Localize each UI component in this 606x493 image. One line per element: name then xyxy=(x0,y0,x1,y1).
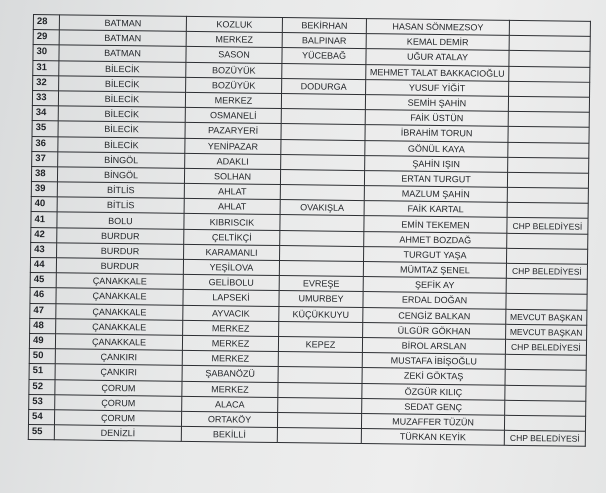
province-cell: BİLECİK xyxy=(58,106,185,123)
town-cell xyxy=(278,397,362,413)
district-cell: OSMANELİ xyxy=(185,107,281,123)
note-cell xyxy=(506,248,587,264)
district-cell: MERKEZ xyxy=(183,320,279,336)
province-cell: DENİZLİ xyxy=(54,425,181,442)
province-cell: BURDUR xyxy=(57,227,184,244)
note-cell xyxy=(504,415,585,431)
district-cell: KIBRISCIK xyxy=(184,214,280,230)
candidate-name-cell: ÜLGÜR GÖKHAN xyxy=(363,322,506,339)
candidate-name-cell: SEMİH ŞAHİN xyxy=(365,95,508,112)
town-cell xyxy=(277,412,361,428)
row-number-cell: 44 xyxy=(30,257,56,273)
row-number-cell: 28 xyxy=(33,15,59,31)
town-cell: DODURGA xyxy=(282,78,366,94)
province-cell: ÇORUM xyxy=(55,379,182,396)
district-cell: GELİBOLU xyxy=(183,275,279,291)
note-cell xyxy=(507,187,588,203)
note-cell xyxy=(507,172,588,188)
candidate-name-cell: SEDAT GENÇ xyxy=(362,398,505,415)
candidate-name-cell: İBRAHİM TORUN xyxy=(365,125,508,142)
candidate-name-cell: ERTAN TURGUT xyxy=(364,170,507,187)
province-cell: ÇANKIRI xyxy=(55,349,182,366)
candidate-name-cell: TURGUT YAŞA xyxy=(364,246,507,263)
note-cell: MEVCUT BAŞKAN xyxy=(506,324,587,340)
row-number-cell: 34 xyxy=(32,106,58,122)
note-cell xyxy=(508,142,589,158)
district-cell: ALACA xyxy=(182,396,278,412)
town-cell: BEKİRHAN xyxy=(282,18,366,34)
row-number-cell: 54 xyxy=(28,409,54,425)
candidate-name-cell: MEHMET TALAT BAKKACIOĞLU xyxy=(366,64,509,81)
town-cell: UMURBEY xyxy=(279,291,363,307)
province-cell: BİLECİK xyxy=(58,136,185,153)
row-number-cell: 29 xyxy=(33,30,59,46)
candidate-name-cell: BİROL ARSLAN xyxy=(362,337,505,354)
row-number-cell: 47 xyxy=(30,303,56,319)
province-cell: BİLECİK xyxy=(58,121,185,138)
candidate-name-cell: MÜMTAZ ŞENEL xyxy=(363,262,506,279)
row-number-cell: 52 xyxy=(29,379,55,395)
row-number-cell: 55 xyxy=(28,425,54,441)
town-cell xyxy=(278,352,362,368)
province-cell: BOLU xyxy=(57,212,184,229)
town-cell xyxy=(278,367,362,383)
candidate-name-cell: KEMAL DEMİR xyxy=(366,34,509,51)
candidate-table xyxy=(28,14,591,447)
province-cell: ÇANAKKALE xyxy=(56,319,183,336)
note-cell xyxy=(507,203,588,219)
district-cell: PAZARYERİ xyxy=(185,123,281,139)
province-cell: ÇANAKKALE xyxy=(56,288,183,305)
row-number-cell: 35 xyxy=(32,121,58,137)
row-number-cell: 40 xyxy=(31,197,57,213)
town-cell xyxy=(280,215,364,231)
province-cell: BİLECİK xyxy=(59,60,186,77)
note-cell xyxy=(507,233,588,249)
province-cell: ÇORUM xyxy=(54,410,181,427)
district-cell: MERKEZ xyxy=(182,350,278,366)
province-cell: BURDUR xyxy=(57,243,184,260)
province-cell: BATMAN xyxy=(59,30,186,47)
district-cell: BOZÜYÜK xyxy=(186,77,282,93)
row-number-cell: 33 xyxy=(32,90,58,106)
note-cell xyxy=(509,66,590,82)
district-cell: SOLHAN xyxy=(184,168,280,184)
note-cell xyxy=(506,294,587,310)
row-number-cell: 32 xyxy=(33,75,59,91)
note-cell xyxy=(508,96,589,112)
town-cell xyxy=(279,321,363,337)
town-cell: OVAKIŞLA xyxy=(280,200,364,216)
district-cell: KOZLUK xyxy=(186,16,282,32)
town-cell: KÜÇÜKKUYU xyxy=(279,306,363,322)
note-cell xyxy=(508,157,589,173)
row-number-cell: 36 xyxy=(32,136,58,152)
district-cell: ORTAKÖY xyxy=(181,411,277,427)
district-cell: BOZÜYÜK xyxy=(186,62,282,78)
province-cell: BİNGÖL xyxy=(58,152,185,169)
district-cell: MERKEZ xyxy=(182,335,278,351)
note-cell xyxy=(509,51,590,67)
row-number-cell: 41 xyxy=(31,212,57,228)
row-number-cell: 43 xyxy=(31,242,57,258)
note-cell xyxy=(505,354,586,370)
province-cell: BATMAN xyxy=(59,45,186,62)
town-cell xyxy=(277,428,361,444)
candidate-name-cell: ÖZGÜR KILIÇ xyxy=(362,383,505,400)
row-number-cell: 38 xyxy=(31,166,57,182)
note-cell xyxy=(505,400,586,416)
row-number-cell: 45 xyxy=(30,273,56,289)
district-cell: AYVACIK xyxy=(183,305,279,321)
row-number-cell: 42 xyxy=(31,227,57,243)
town-cell xyxy=(280,245,364,261)
district-cell: AHLAT xyxy=(184,199,280,215)
row-number-cell: 49 xyxy=(29,333,55,349)
candidate-name-cell: ŞAHİN IŞIN xyxy=(365,155,508,172)
town-cell: YÜCEBAĞ xyxy=(282,48,366,64)
row-number-cell: 53 xyxy=(29,394,55,410)
district-cell: KARAMANLI xyxy=(184,244,280,260)
province-cell: BİNGÖL xyxy=(57,167,184,184)
candidate-name-cell: ERDAL DOĞAN xyxy=(363,292,506,309)
town-cell: EVREŞE xyxy=(279,276,363,292)
district-cell: ADAKLI xyxy=(185,153,281,169)
note-cell xyxy=(509,20,590,36)
province-cell: ÇANAKKALE xyxy=(55,334,182,351)
town-cell xyxy=(279,261,363,277)
candidate-name-cell: CENGİZ BALKAN xyxy=(363,307,506,324)
province-cell: BİLECİK xyxy=(58,91,185,108)
note-cell: CHP BELEDİYESİ xyxy=(504,430,585,446)
province-cell: ÇANAKKALE xyxy=(56,303,183,320)
candidate-name-cell: FAİK KARTAL xyxy=(364,201,507,218)
district-cell: SASON xyxy=(186,47,282,63)
candidate-name-cell: MUSTAFA İBİŞOĞLU xyxy=(362,353,505,370)
town-cell xyxy=(281,93,365,109)
row-number-cell: 46 xyxy=(30,288,56,304)
town-cell: BALPINAR xyxy=(282,33,366,49)
district-cell: MERKEZ xyxy=(185,92,281,108)
province-cell: BİTLİS xyxy=(57,182,184,199)
row-number-cell: 48 xyxy=(30,318,56,334)
town-cell xyxy=(281,124,365,140)
candidate-name-cell: GÖNÜL KAYA xyxy=(365,140,508,157)
district-cell: YENİPAZAR xyxy=(185,138,281,154)
district-cell: MERKEZ xyxy=(186,32,282,48)
district-cell: ŞABANÖZÜ xyxy=(182,366,278,382)
candidate-name-cell: ZEKİ GÖKTAŞ xyxy=(362,368,505,385)
district-cell: LAPSEKİ xyxy=(183,290,279,306)
candidate-name-cell: EMİN TEKEMEN xyxy=(364,216,507,233)
district-cell: BEKİLLİ xyxy=(181,426,277,442)
district-cell: YEŞİLOVA xyxy=(183,259,279,275)
note-cell xyxy=(509,81,590,97)
table-body xyxy=(28,15,590,447)
candidate-name-cell: UĞUR ATALAY xyxy=(366,49,509,66)
row-number-cell: 37 xyxy=(32,151,58,167)
province-cell: ÇANKIRI xyxy=(55,364,182,381)
district-cell: MERKEZ xyxy=(182,381,278,397)
town-cell: KEPEZ xyxy=(278,336,362,352)
note-cell: CHP BELEDİYESİ xyxy=(506,263,587,279)
row-number-cell: 39 xyxy=(31,182,57,198)
town-cell xyxy=(281,154,365,170)
town-cell xyxy=(281,109,365,125)
candidate-name-cell: MUZAFFER TÜZÜN xyxy=(361,413,504,430)
candidate-name-cell: AHMET BOZDAĞ xyxy=(364,231,507,248)
candidate-name-cell: MAZLUM ŞAHİN xyxy=(364,186,507,203)
district-cell: AHLAT xyxy=(184,183,280,199)
row-number-cell: 51 xyxy=(29,364,55,380)
town-cell xyxy=(282,63,366,79)
candidate-name-cell: HASAN SÖNMEZSOY xyxy=(366,19,509,36)
town-cell xyxy=(281,139,365,155)
province-cell: ÇANAKKALE xyxy=(56,273,183,290)
town-cell xyxy=(278,382,362,398)
row-number-cell: 31 xyxy=(33,60,59,76)
note-cell xyxy=(508,111,589,127)
note-cell xyxy=(506,278,587,294)
note-cell xyxy=(505,385,586,401)
candidate-name-cell: ŞEFİK AY xyxy=(363,277,506,294)
town-cell xyxy=(280,230,364,246)
province-cell: BİLECİK xyxy=(59,76,186,93)
candidate-name-cell: TÜRKAN KEYİK xyxy=(361,429,504,446)
row-number-cell: 50 xyxy=(29,349,55,365)
note-cell: CHP BELEDİYESİ xyxy=(507,218,588,234)
candidate-name-cell: YUSUF YİĞİT xyxy=(366,79,509,96)
town-cell xyxy=(280,169,364,185)
province-cell: ÇORUM xyxy=(55,394,182,411)
province-cell: BATMAN xyxy=(59,15,186,32)
province-cell: BURDUR xyxy=(56,258,183,275)
note-cell: CHP BELEDİYESİ xyxy=(505,339,586,355)
note-cell: MEVCUT BAŞKAN xyxy=(506,309,587,325)
note-cell xyxy=(509,36,590,52)
note-cell xyxy=(505,370,586,386)
district-cell: ÇELTİKÇİ xyxy=(184,229,280,245)
province-cell: BİTLİS xyxy=(57,197,184,214)
note-cell xyxy=(508,127,589,143)
candidate-name-cell: FAİK ÜSTÜN xyxy=(365,110,508,127)
town-cell xyxy=(280,185,364,201)
row-number-cell: 30 xyxy=(33,45,59,61)
